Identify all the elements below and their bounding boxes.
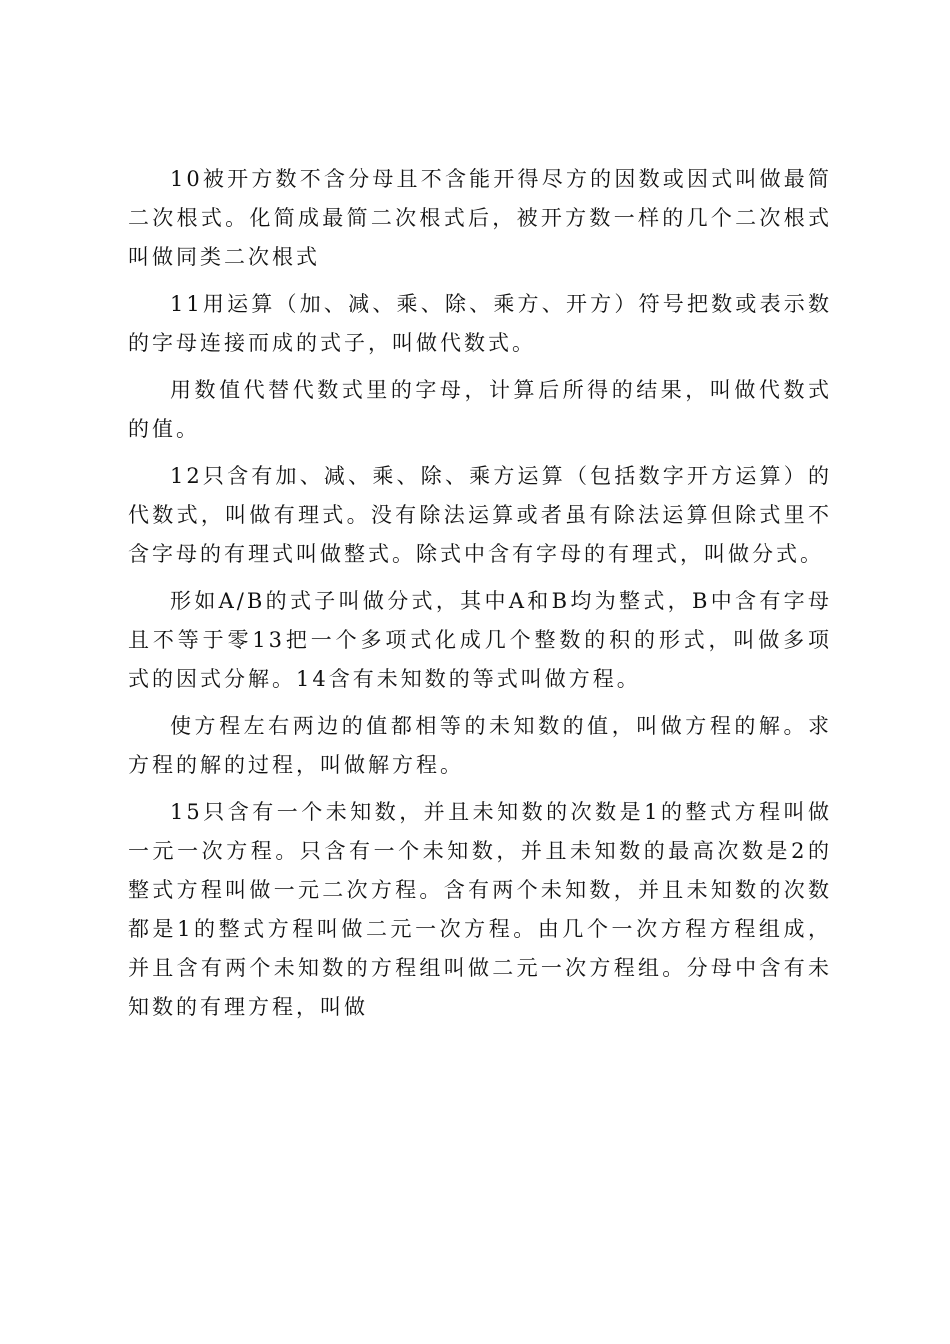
paragraph-linear-equations: 15只含有一个未知数，并且未知数的次数是1的整式方程叫做一元一次方程。只含有一个未知数，并且未知数的最高次数是2的整式方程叫做一元二次方程。含有两个未知数，并且未知数的次数都是1的整式方程叫做二元一次方程。由几个一次方程方程组成，并且含有两个未知数的方程组叫做二元一次方程组。分母中含有未知数的有理方程，叫做 bbox=[128, 800, 832, 1019]
paragraph-rational-expression: 12只含有加、减、乘、除、乘方运算（包括数字开方运算）的代数式，叫做有理式。没有除法运算或者虽有除法运算但除式里不含字母的有理式叫做整式。除式中含有字母的有理式，叫做分式。 bbox=[128, 464, 832, 566]
document-body bbox=[128, 160, 832, 1035]
paragraph-algebraic-expression: 11用运算（加、减、乘、除、乘方、开方）符号把数或表示数的字母连接而成的式子，叫做代数式。 bbox=[128, 292, 832, 355]
paragraph-simplest-radical: 10被开方数不含分母且不含能开得尽方的因数或因式叫做最简二次根式。化简成最简二次根式后，被开方数一样的几个二次根式叫做同类二次根式 bbox=[128, 167, 832, 269]
paragraph-fraction-factorization: 形如A/B的式子叫做分式，其中A和B均为整式，B中含有字母且不等于零13把一个多项式化成几个整数的积的形式，叫做多项式的因式分解。14含有未知数的等式叫做方程。 bbox=[128, 589, 832, 691]
paragraph-equation-solution: 使方程左右两边的值都相等的未知数的值，叫做方程的解。求方程的解的过程，叫做解方程。 bbox=[128, 714, 832, 777]
paragraph-expression-value: 用数值代替代数式里的字母，计算后所得的结果，叫做代数式的值。 bbox=[128, 378, 832, 441]
